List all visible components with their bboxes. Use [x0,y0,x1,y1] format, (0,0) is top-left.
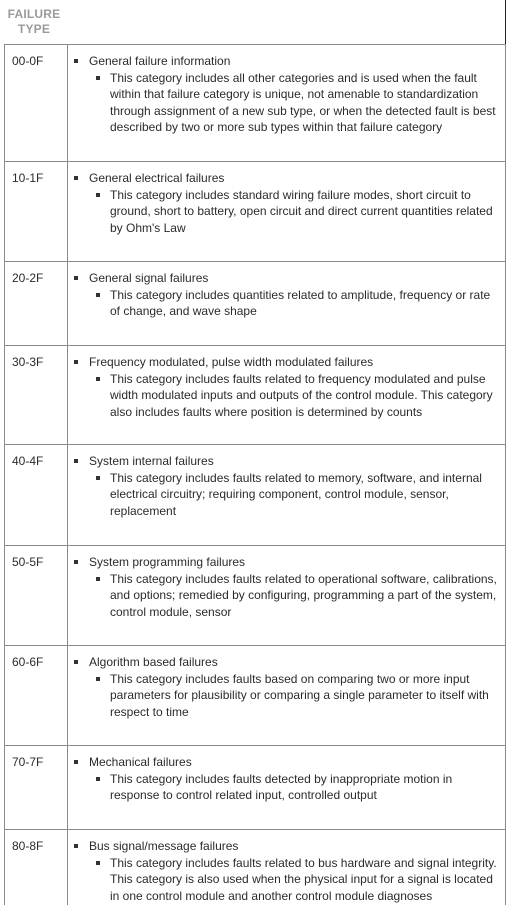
failure-code: 70-7F [5,746,68,829]
square-bullet-icon [96,476,100,480]
bullet-item [74,554,499,571]
failure-description-cell [68,646,505,745]
table-row [5,346,505,445]
failure-detail: This category includes quantities related to amplitude, frequency or rate of change, and wave shape [110,287,491,319]
failure-detail: This category includes faults related to memory, software, and internal electrical circuitry; requiring component, control module, sensor, replacement [110,470,482,518]
failure-detail: This category includes faults based on comparing two or more input parameters for plausibility or comparing a single parameter to itself with respect to time [110,671,489,719]
table-row [5,45,505,162]
square-bullet-icon [74,176,78,180]
sub-bullet-item [96,470,499,520]
failure-code: 50-5F [5,546,68,645]
failure-title: System internal failures [89,454,214,468]
sub-bullet-item [96,287,499,320]
table-header [0,0,510,44]
square-bullet-icon [96,76,100,80]
header-divider [505,0,506,44]
sub-bullet-item [96,771,499,804]
failure-description-cell [68,162,505,261]
square-bullet-icon [74,660,78,664]
square-bullet-icon [74,844,78,848]
sub-bullet-item [96,571,499,621]
failure-detail: This category includes faults related to bus hardware and signal integrity. This category is also used when the physical input for a signal is located in one control module and another control module diagnoses [110,855,497,903]
failure-detail: This category includes faults related to operational software, calibrations, and options; remedied by configuring, programming a part of the system, control module, sensor [110,571,497,619]
square-bullet-icon [74,760,78,764]
bullet-item [74,270,499,287]
bullet-item [74,354,499,371]
failure-title: Algorithm based failures [89,655,218,669]
failure-detail: This category includes faults detected by inappropriate motion in response to control related input, controlled output [110,771,453,803]
column-header-line-2: TYPE [17,22,51,36]
failure-code: 10-1F [5,162,68,261]
failure-code: 40-4F [5,445,68,545]
failure-description-cell [68,45,505,161]
bullet-item [74,170,499,187]
failure-type-table [4,44,506,905]
table-row [5,445,505,546]
failure-title: General failure information [89,54,231,68]
table-row [5,646,505,746]
failure-type-column-header [3,7,65,37]
column-header-line-1: FAILURE [7,7,61,21]
square-bullet-icon [96,777,100,781]
bullet-item [74,754,499,771]
square-bullet-icon [96,677,100,681]
table-row [5,162,505,262]
bullet-item [74,453,499,470]
failure-detail: This category includes standard wiring failure modes, short circuit to ground, short to battery, open circuit and direct current quantities related by Ohm's Law [110,187,493,235]
failure-description-cell [68,346,505,444]
failure-title: General signal failures [89,271,209,285]
square-bullet-icon [74,560,78,564]
failure-description-cell [68,262,505,345]
table-row [5,830,505,905]
square-bullet-icon [74,459,78,463]
failure-detail: This category includes all other categories and is used when the fault within that failure category is unique, not amenable to standardization through assignment of a new sub type, or when the detected fault is best described by two or more sub types within that failure category [110,70,496,135]
bullet-item [74,53,499,70]
table-row [5,546,505,646]
table-row [5,746,505,830]
failure-code: 30-3F [5,346,68,444]
bullet-item [74,838,499,855]
failure-description-cell [68,445,505,545]
sub-bullet-item [96,70,499,136]
square-bullet-icon [96,861,100,865]
square-bullet-icon [96,193,100,197]
failure-title: Frequency modulated, pulse width modulated failures [89,355,374,369]
failure-title: General electrical failures [89,171,225,185]
failure-title: System programming failures [89,555,246,569]
square-bullet-icon [74,276,78,280]
square-bullet-icon [74,59,78,63]
bullet-item [74,654,499,671]
failure-code: 20-2F [5,262,68,345]
failure-code: 00-0F [5,45,68,161]
square-bullet-icon [96,577,100,581]
failure-title: Mechanical failures [89,755,192,769]
failure-code: 80-8F [5,830,68,905]
failure-description-cell [68,546,505,645]
failure-title: Bus signal/message failures [89,839,239,853]
failure-detail: This category includes faults related to frequency modulated and pulse width modulated inputs and outputs of the control module. This category also includes faults where position is determined by counts [110,371,493,419]
failure-description-cell [68,830,505,905]
table-row [5,262,505,346]
square-bullet-icon [96,293,100,297]
square-bullet-icon [96,377,100,381]
failure-description-cell [68,746,505,829]
failure-code: 60-6F [5,646,68,745]
sub-bullet-item [96,187,499,237]
sub-bullet-item [96,855,499,905]
square-bullet-icon [74,360,78,364]
sub-bullet-item [96,371,499,421]
sub-bullet-item [96,671,499,721]
